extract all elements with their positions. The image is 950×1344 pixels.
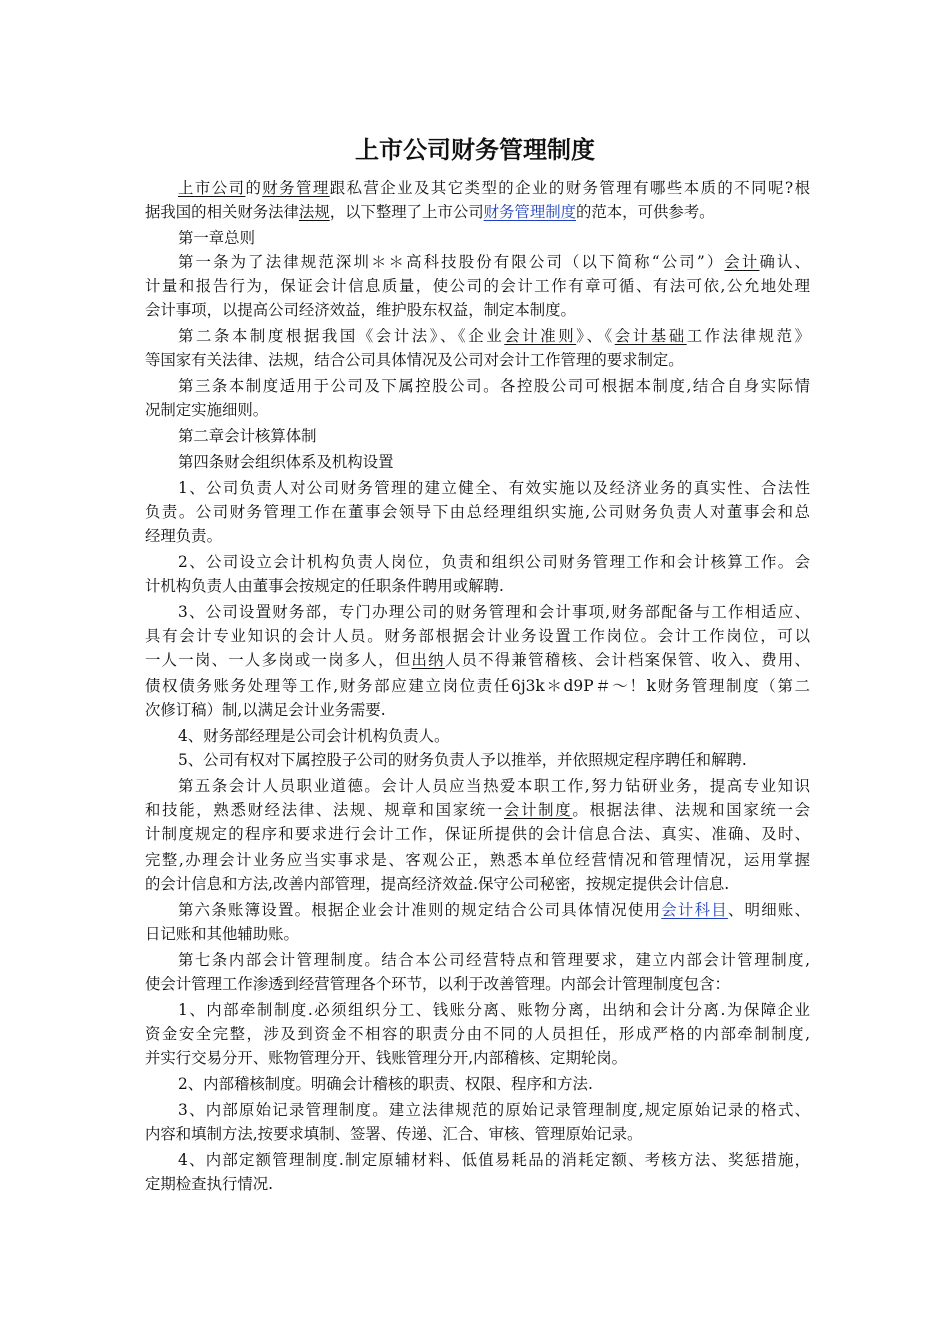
text-line xyxy=(178,250,810,274)
text-run: 、明细账、 xyxy=(727,901,810,919)
text-run: 3、内部原始记录管理制度。建立法律规范的原始记录管理制度,规定原始记录的格式、 xyxy=(178,1101,810,1119)
text-line xyxy=(145,872,810,896)
text-run: 4、财务部经理是公司会计机构负责人。 xyxy=(178,727,450,745)
text-run: 经理负责。 xyxy=(145,527,222,545)
text-run: 的会计信息和方法,改善内部管理，提高经济效益.保守公司秘密，按规定提供会计信息. xyxy=(145,875,730,893)
text-run: 第七条内部会计管理制度。结合本公司经营特点和管理要求，建立内部会计管理制度, xyxy=(178,951,810,969)
hyperlink-text[interactable]: 会计 xyxy=(724,253,760,271)
hyperlink-text[interactable]: 会计基础 xyxy=(614,327,687,345)
text-run: 确认、 xyxy=(759,253,810,271)
text-line xyxy=(145,1172,810,1196)
text-line xyxy=(178,374,810,398)
text-run: 第三条本制度适用于公司及下属控股公司。各控股公司可根据本制度,结合自身实际情 xyxy=(178,377,810,395)
text-line xyxy=(178,450,810,474)
text-line xyxy=(178,226,810,250)
text-run: 计量和报告行为，保证会计信息质量，使公司的会计工作有章可循、有法可依,公允地处理 xyxy=(145,277,810,295)
text-run: 完整,办理会计业务应当实事求是、客观公正，熟悉本单位经营情况和管理情况，运用掌握 xyxy=(145,851,810,869)
text-line xyxy=(178,550,810,574)
text-run: 据我国的相关财务法律 xyxy=(145,203,299,221)
text-run: 。根据法律、法规和国家统一会 xyxy=(572,801,810,819)
text-run: 内容和填制方法,按要求填制、签署、传递、汇合、审核、管理原始记录。 xyxy=(145,1125,643,1143)
text-run: 和技能，熟悉财经法律、法规、规章和国家统一 xyxy=(145,801,504,819)
text-line xyxy=(145,274,810,298)
text-run: 第一章总则 xyxy=(178,229,255,247)
text-run: 5、公司有权对下属控股子公司的财务负责人予以推举，并依照规定程序聘任和解聘. xyxy=(178,751,747,769)
text-run: 债权债务账务处理等工作,财务部应建立岗位责任6j3k＊d9P＃～！k财务管理制度（第二 xyxy=(145,677,810,695)
hyperlink-text[interactable]: 财务管理 xyxy=(262,179,330,197)
text-line xyxy=(145,698,810,722)
hyperlink-text[interactable]: 出纳 xyxy=(411,651,445,669)
text-line xyxy=(178,324,810,348)
hyperlink-text[interactable]: 法规 xyxy=(298,203,330,221)
hyperlink-text[interactable]: 会计准则 xyxy=(504,327,577,345)
text-run: 跟私营企业及其它类型的企业的财务管理有哪些本质的不同呢?根 xyxy=(329,179,810,197)
text-line xyxy=(145,574,810,598)
hyperlink-text[interactable]: 上市公司 xyxy=(178,179,246,197)
hyperlink-text[interactable]: 财务管理制度 xyxy=(483,203,576,221)
text-line xyxy=(145,1022,810,1046)
text-line xyxy=(145,500,810,524)
text-line xyxy=(145,348,810,372)
text-run: 1、公司负责人对公司财务管理的建立健全、有效实施以及经济业务的真实性、合法性 xyxy=(178,479,810,497)
text-run: 况制定实施细则。 xyxy=(145,401,269,419)
text-run: 工作法律规范》 xyxy=(686,327,810,345)
text-line xyxy=(178,948,810,972)
text-line xyxy=(145,398,810,422)
text-run: 等国家有关法律、法规，结合公司具体情况及公司对会计工作管理的要求制定。 xyxy=(145,351,684,369)
text-line xyxy=(145,1046,810,1070)
text-line xyxy=(145,524,810,548)
text-line xyxy=(178,1148,810,1172)
text-run: 3、公司设置财务部，专门办理公司的财务管理和会计事项,财务部配备与工作相适应、 xyxy=(178,603,810,621)
text-run: 日记账和其他辅助账。 xyxy=(145,925,299,943)
text-run: 第二章会计核算体制 xyxy=(178,427,317,445)
text-run: 的范本，可供参考。 xyxy=(576,203,715,221)
text-line xyxy=(145,822,810,846)
text-line xyxy=(145,298,810,322)
text-run: 2、公司设立会计机构负责人岗位，负责和组织公司财务管理工作和会计核算工作。会 xyxy=(178,553,810,571)
text-line xyxy=(178,600,810,624)
document-title: 上市公司财务管理制度 xyxy=(355,136,595,164)
text-line xyxy=(178,1072,810,1096)
text-line xyxy=(145,798,810,822)
text-line xyxy=(145,848,810,872)
text-run: 计制度规定的程序和要求进行会计工作，保证所提供的会计信息合法、真实、准确、及时、 xyxy=(145,825,810,843)
text-run: 》、《 xyxy=(576,327,615,345)
text-run: 第六条账簿设置。根据企业会计准则的规定结合公司具体情况使用 xyxy=(178,901,662,919)
hyperlink-text[interactable]: 会计制度 xyxy=(503,801,573,819)
text-line xyxy=(178,774,810,798)
text-run: 1、内部牵制制度.必须组织分工、钱账分离、账物分离，出纳和会计分离.为保障企业 xyxy=(178,1001,810,1019)
text-run: 会计事项，以提高公司经济效益，维护股东权益，制定本制度。 xyxy=(145,301,576,319)
text-run: 使会计管理工作渗透到经营管理各个环节，以利于改善管理。内部会计管理制度包含： xyxy=(145,975,730,993)
text-run: 的 xyxy=(245,179,263,197)
text-run: 具有会计专业知识的会计人员。财务部根据会计业务设置工作岗位。会计工作岗位，可以 xyxy=(145,627,810,645)
text-line xyxy=(178,748,810,772)
text-line xyxy=(145,624,810,648)
text-line xyxy=(145,972,810,996)
text-run: 第二条本制度根据我国《会计法》、《企业 xyxy=(178,327,505,345)
text-run: 第一条为了法律规范深圳＊＊高科技股份有限公司（以下简称“公司”） xyxy=(178,253,725,271)
text-run: 次修订稿）制,以满足会计业务需要. xyxy=(145,701,386,719)
text-line xyxy=(178,424,810,448)
text-run: 第四条财会组织体系及机构设置 xyxy=(178,453,394,471)
text-run: 一人一岗、一人多岗或一岗多人，但 xyxy=(145,651,412,669)
text-run: 计机构负责人由董事会按规定的任职条件聘用或解聘. xyxy=(145,577,504,595)
text-line xyxy=(178,176,810,200)
text-line xyxy=(178,898,810,922)
text-line xyxy=(178,724,810,748)
text-line xyxy=(145,1122,810,1146)
text-line xyxy=(145,648,810,672)
text-line xyxy=(178,476,810,500)
text-run: ，以下整理了上市公司 xyxy=(329,203,484,221)
text-line xyxy=(145,674,810,698)
text-run: 并实行交易分开、账物管理分开、钱账管理分开,内部稽核、定期轮岗。 xyxy=(145,1049,628,1067)
text-run: 资金安全完整，涉及到资金不相容的职责分由不同的人员担任，形成严格的内部牵制制度, xyxy=(145,1025,810,1043)
text-run: 人员不得兼管稽核、会计档案保管、收入、费用、 xyxy=(444,651,810,669)
text-line xyxy=(178,1098,810,1122)
text-line xyxy=(145,922,810,946)
hyperlink-text[interactable]: 会计科目 xyxy=(661,901,728,919)
text-line xyxy=(178,998,810,1022)
text-run: 第五条会计人员职业道德。会计人员应当热爱本职工作,努力钻研业务，提高专业知识 xyxy=(178,777,810,795)
text-run: 2、内部稽核制度。明确会计稽核的职责、权限、程序和方法. xyxy=(178,1075,593,1093)
text-line xyxy=(145,200,810,224)
text-run: 4、内部定额管理制度.制定原辅材料、低值易耗品的消耗定额、考核方法、奖惩措施， xyxy=(178,1151,810,1169)
text-run: 定期检查执行情况. xyxy=(145,1175,274,1193)
text-run: 负责。公司财务管理工作在董事会领导下由总经理组织实施,公司财务负责人对董事会和总 xyxy=(145,503,810,521)
